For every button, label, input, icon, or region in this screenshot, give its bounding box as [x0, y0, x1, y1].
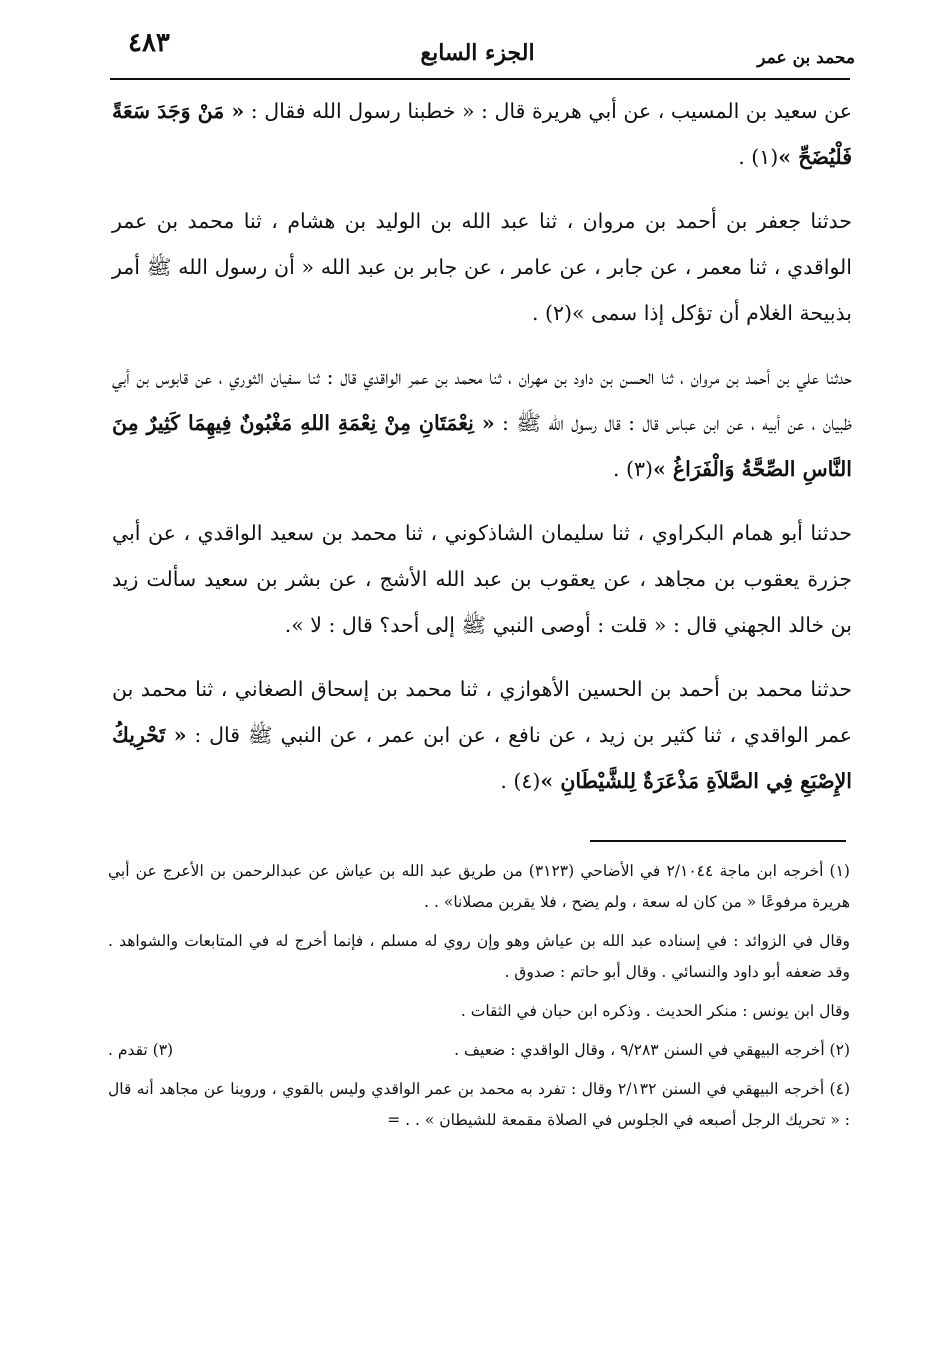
footnote-ref: (٤) .: [500, 769, 541, 793]
volume-title: الجزء السابع: [420, 40, 535, 66]
footnote-3: (٣) تقدم .: [108, 1041, 174, 1059]
matn-text: « نِعْمَتَانِ مِنْ نِعْمَةِ اللهِ مَغْبُونٌ فِيهِمَا كَثِيرٌ مِنَ النَّاسِ الصِّحَّةُ وَالْفَرَاغُ »: [112, 411, 852, 481]
footnote-2: (٢) أخرجه البيهقي في السنن ٩/٢٨٣ ، وقال الواقدي : ضعيف .: [454, 1041, 850, 1059]
isnad-text: حدثنا محمد بن أحمد بن الحسين الأهوازي ، ثنا محمد بن إسحاق الصغاني ، ثنا محمد بن عمر الواقدي ، ثنا كثير بن زيد ، عن نافع ، عن ابن عمر ، عن النبي ﷺ قال :: [112, 677, 852, 747]
isnad-text: حدثنا جعفر بن أحمد بن مروان ، ثنا عبد الله بن الوليد بن هشام ، ثنا محمد بن عمر الواقدي ، ثنا معمر ، عن جابر ، عن عامر ، عن جابر بن عبد الله « أن رسول الله ﷺ أمر بذبيحة الغلام أن تؤكل إذا سمى »: [112, 209, 852, 325]
header-rule: [110, 78, 850, 80]
isnad-text: حدثنا أبو همام البكراوي ، ثنا سليمان الشاذكوني ، ثنا محمد بن سعيد الواقدي ، عن أبي جزرة يعقوب بن مجاهد ، عن يعقوب بن عبد الله الأشج ، عن بشر بن سعيد سألت زيد بن خالد الجهني قال : « قلت : أوصى النبي ﷺ إلى أحد؟ قال : لا ».: [112, 521, 852, 637]
footnote-ref: (٢) .: [532, 301, 573, 325]
matn-text: « مَنْ وَجَدَ سَعَةً فَلْيُضَحِّ »: [112, 99, 852, 169]
isnad-text: عن سعيد بن المسيب ، عن أبي هريرة قال : « خطبنا رسول الله فقال :: [244, 99, 852, 123]
footnote-1-continued: وقال في الزوائد : في إسناده عبد الله بن عياش وهو وإن روي له مسلم ، فإنما أخرج له في المتابعات والشواهد . وقد ضعفه أبو داود والنسائي . وقال أبو حاتم : صدوق .: [108, 932, 850, 981]
footnote-ref: (٣) .: [612, 457, 653, 481]
page-number: ٤٨٣: [128, 28, 170, 58]
footnotes: [108, 856, 850, 1144]
footnote-row: [108, 1035, 850, 1066]
footnote-1: (١) أخرجه ابن ماجة ٢/١٠٤٤ في الأضاحي (٣١٢٣) من طريق عبد الله بن عياش عن عبدالرحمن بن الأعرج عن أبي هريرة مرفوعًا « من كان له سعة ، ولم يضح ، فلا يقربن مصلانا» . .: [108, 862, 850, 911]
matn-text: « تَحْرِيكُ الإِصْبَعِ فِي الصَّلاَةِ مَذْعَرَةٌ لِلشَّيْطَانِ »: [112, 723, 852, 793]
hadith-paragraph: [112, 88, 852, 180]
hadith-paragraph: [112, 666, 852, 804]
footnote-4: (٤) أخرجه البيهقي في السنن ٢/١٣٢ وقال : تفرد به محمد بن عمر الواقدي وليس بالقوي ، وروينا عن مجاهد أنه قال : « تحريك الرجل أصبعه في الجلوس في الصلاة مقمعة للشيطان » . . =: [108, 1080, 850, 1129]
hadith-paragraph: [112, 354, 852, 492]
page-header: [110, 22, 855, 76]
main-text: [112, 88, 852, 822]
hadith-paragraph: [112, 198, 852, 336]
footnote-1-continued: وقال ابن يونس : منكر الحديث . وذكره ابن حبان في الثقات .: [460, 1002, 850, 1020]
footnote-rule: [590, 840, 846, 842]
footnote-ref: (١) .: [738, 145, 779, 169]
running-head-name: محمد بن عمر: [757, 48, 855, 68]
hadith-paragraph: [112, 510, 852, 648]
isnad-text: حدثنا علي بن أحمد بن مروان ، ثنا الحسن بن داود بن مهران ، ثنا محمد بن عمر الواقدي قال : ثنا سفيان الثوري ، عن قابوس بن أبي ظبيان ، عن أبيه ، عن ابن عباس قال : قال رسول الله ﷺ :: [112, 365, 852, 435]
